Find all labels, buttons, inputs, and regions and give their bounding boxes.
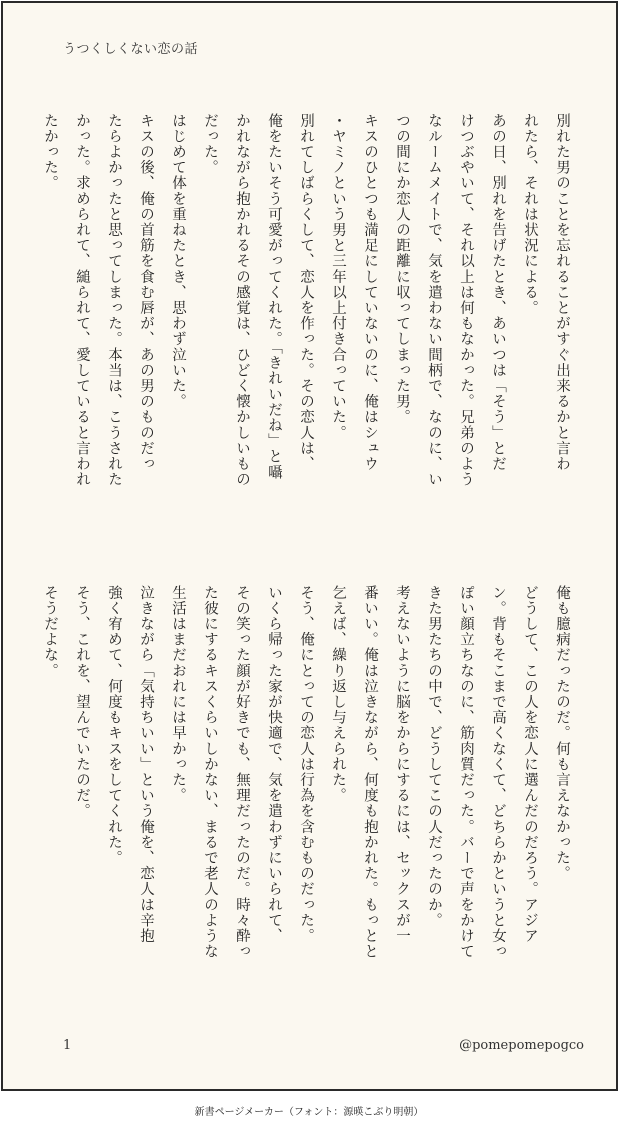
text-line: 乞えば、繰り返し与えられた。 xyxy=(330,585,346,804)
text-line: 生活はまだおれには早かった。 xyxy=(170,585,186,804)
text-line: 別れた男のことを忘れることがすぐ出来るかと言わ xyxy=(554,113,570,472)
text-line: た彼にするキスくらいしかない、まるで老人のような xyxy=(202,585,218,960)
text-line: つの間にか恋人の距離に収ってしまった男。 xyxy=(394,113,410,425)
text-line: けつぶやいて、それ以上は何もなかった。兄弟のよう xyxy=(458,113,474,488)
text-line: あの日、別れを告げたとき、あいつは「そう」とだ xyxy=(490,113,506,472)
text-line: キスのひとつも満足にしていないのに、俺はシュウ xyxy=(362,113,378,472)
text-line: ・ヤミノという男と三年以上付き合っていた。 xyxy=(330,113,346,441)
text-line: だった。 xyxy=(202,113,218,176)
text-line: たらよかったと思ってしまった。本当は、こうされた xyxy=(106,113,122,488)
text-line: 別れてしばらくして、恋人を作った。その恋人は、 xyxy=(298,113,314,472)
text-line: ン。背もそこまで高くなくて、どちらかというと女っ xyxy=(490,585,506,960)
upper-text-block xyxy=(42,113,578,538)
text-line: たかった。 xyxy=(42,113,58,191)
text-line: かれながら抱かれるその感覚は、ひどく懐かしいもの xyxy=(234,113,250,488)
text-line: ぽい顔立ちなのに、筋肉質だった。バーで声をかけて xyxy=(458,585,474,960)
text-line: 俺も臆病だったのだ。何も言えなかった。 xyxy=(554,585,570,882)
text-line: キスの後、俺の首筋を食む唇が、あの男のものだっ xyxy=(138,113,154,472)
text-line: きた男たちの中で、どうしてこの人だったのか。 xyxy=(426,585,442,929)
text-line: いくら帰った家が快適で、気を遣わずにいられて、 xyxy=(266,585,282,944)
page-number: 1 xyxy=(63,1038,72,1053)
text-line: そう、俺にとっての恋人は行為を含むものだった。 xyxy=(298,585,314,944)
text-line: そうだよな。 xyxy=(42,585,58,679)
text-line: 番いい。俺は泣きながら、何度も抱かれた。もっとと xyxy=(362,585,378,960)
text-line: はじめて体を重ねたとき、思わず泣いた。 xyxy=(170,113,186,410)
text-line: なルームメイトで、気を遣わない間柄で、なのに、い xyxy=(426,113,442,488)
text-line: かった。求められて、縋られて、愛していると言われ xyxy=(74,113,90,488)
text-line: 強く宥めて、何度もキスをしてくれた。 xyxy=(106,585,122,866)
text-line: れたら、それは状況による。 xyxy=(522,113,538,316)
generator-caption: 新書ページメーカー（フォント：源暎こぶり明朝） xyxy=(194,1107,424,1118)
book-page xyxy=(1,1,618,1091)
text-line: 俺をたいそう可愛がってくれた。「きれいだね」と囁 xyxy=(266,113,282,481)
page-title: うつくしくない恋の話 xyxy=(63,42,199,57)
text-line: 泣きながら「気持ちいい」という俺を、恋人は辛抱 xyxy=(138,585,154,944)
text-line: 考えないように脳をからにするには、セックスが一 xyxy=(394,585,410,944)
text-line: そう、これを、望んでいたのだ。 xyxy=(74,585,90,819)
text-line: どうして、この人を恋人に選んだのだろう。アジア xyxy=(522,585,538,944)
text-line: その笑った顔が好きでも、無理だったのだ。時々酔っ xyxy=(234,585,250,960)
lower-text-block xyxy=(42,585,578,1010)
author-handle: @pomepomepogco xyxy=(459,1038,584,1053)
